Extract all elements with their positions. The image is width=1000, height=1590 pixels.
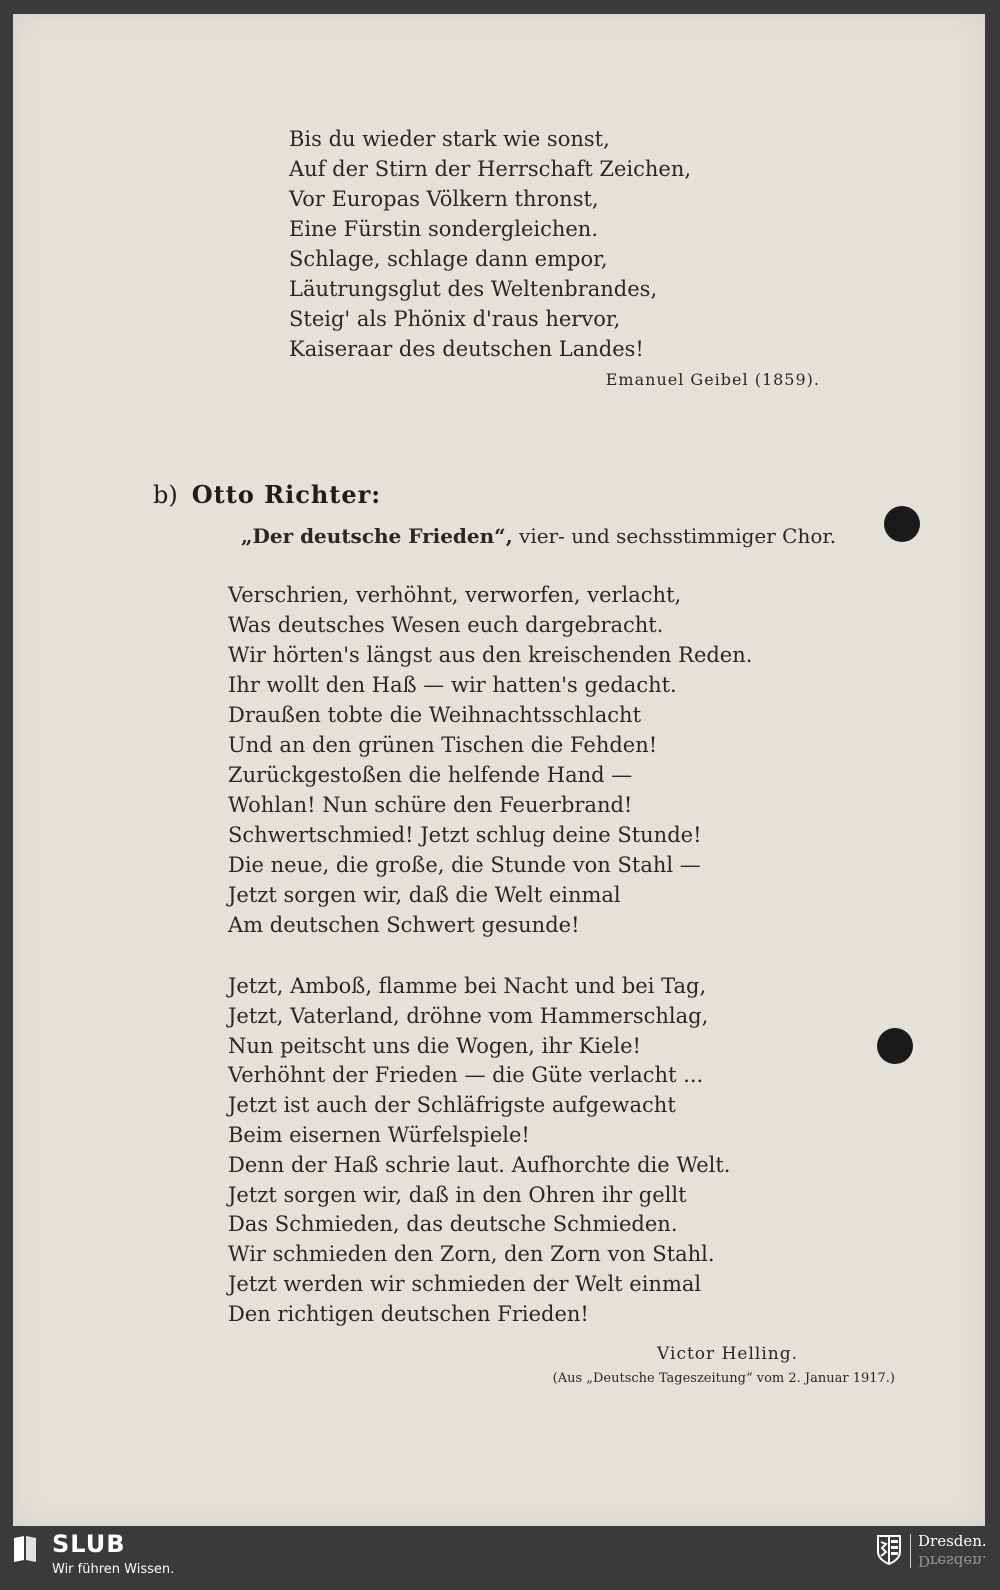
poem-line: Auf der Stirn der Herrschaft Zeichen, <box>289 157 692 181</box>
poem-line: Nun peitscht uns die Wogen, ihr Kiele! <box>228 1033 641 1058</box>
poem-line: Die neue, die große, die Stunde von Stahl — <box>228 853 701 877</box>
slub-logo-text[interactable]: SLUB <box>52 1530 126 1558</box>
poem-source-citation: (Aus „Deutsche Tageszeitung“ vom 2. Januar 1917.) <box>552 1371 895 1386</box>
poem-geibel <box>289 124 691 364</box>
poem-line: Ihr wollt den Haß — wir hatten's gedacht. <box>228 673 677 697</box>
poem-line: Draußen tobte die Weihnachtsschlacht <box>228 703 642 727</box>
work-subtitle <box>241 524 836 548</box>
dresden-logo-reflection: Dresden. <box>918 1552 987 1570</box>
poem-line: Das Schmieden, das deutsche Schmieden. <box>228 1212 678 1237</box>
poem-author-helling: Victor Helling. <box>657 1344 798 1364</box>
poem-line: Zurückgestoßen die helfende Hand — <box>228 763 633 787</box>
poem-line: Was deutsches Wesen euch dargebracht. <box>228 613 664 637</box>
slub-tagline: Wir führen Wissen. <box>52 1562 175 1577</box>
poem-line: Verschrien, verhöhnt, verworfen, verlacht, <box>228 583 682 607</box>
poem-helling-stanza-1 <box>228 580 752 940</box>
work-description: vier- und sechsstimmiger Chor. <box>512 524 837 548</box>
poem-line: Wir schmieden den Zorn, den Zorn von Stahl. <box>228 1242 715 1267</box>
work-title: „Der deutsche Frieden“, <box>241 524 513 548</box>
footer-separator <box>910 1534 911 1568</box>
poem-line: Bis du wieder stark wie sonst, <box>289 127 610 151</box>
section-marker: b) <box>153 481 178 509</box>
poem-line: Vor Europas Völkern thronst, <box>289 187 599 211</box>
poem-line: Jetzt werden wir schmieden der Welt einmal <box>228 1271 702 1296</box>
poem-line: Denn der Haß schrie laut. Aufhorchte die Welt. <box>228 1152 731 1177</box>
poem-author-geibel: Emanuel Geibel (1859). <box>605 370 820 389</box>
poem-line: Kaiseraar des deutschen Landes! <box>289 337 644 361</box>
poem-line: Steig' als Phönix d'raus hervor, <box>289 307 621 331</box>
poem-line: Wohlan! Nun schüre den Feuerbrand! <box>228 793 633 817</box>
dresden-logo-text[interactable]: Dresden. <box>918 1532 987 1550</box>
poem-line: Am deutschen Schwert gesunde! <box>228 913 580 937</box>
footer-bar <box>0 1526 1000 1590</box>
poem-line: Jetzt sorgen wir, daß in den Ohren ihr gellt <box>228 1182 687 1207</box>
poem-line: Eine Fürstin sondergleichen. <box>289 217 599 241</box>
dresden-crest-icon[interactable] <box>876 1534 902 1566</box>
poem-line: Und an den grünen Tischen die Fehden! <box>228 733 658 757</box>
document-page <box>13 14 985 1526</box>
section-heading <box>153 480 381 509</box>
poem-line: Jetzt, Amboß, flamme bei Nacht und bei Tag, <box>228 974 707 998</box>
poem-line: Jetzt ist auch der Schläfrigste aufgewacht <box>228 1093 676 1118</box>
poem-helling-stanza-2 <box>228 972 730 1330</box>
punch-hole-decoration <box>877 1028 913 1064</box>
punch-hole-decoration <box>884 506 920 542</box>
slub-book-icon[interactable] <box>12 1534 38 1564</box>
poem-line: Schlage, schlage dann empor, <box>289 247 608 271</box>
poem-line: Beim eisernen Würfelspiele! <box>228 1122 530 1147</box>
poem-line: Schwertschmied! Jetzt schlug deine Stunde! <box>228 823 702 847</box>
poem-line: Läutrungsglut des Weltenbrandes, <box>289 277 658 301</box>
poem-line: Den richtigen deutschen Frieden! <box>228 1301 589 1326</box>
poem-line: Jetzt sorgen wir, daß die Welt einmal <box>228 883 621 907</box>
poem-line: Jetzt, Vaterland, dröhne vom Hammerschlag, <box>228 1003 709 1028</box>
poem-line: Wir hörten's längst aus den kreischenden Reden. <box>228 643 753 667</box>
composer-name: Otto Richter: <box>191 480 382 509</box>
poem-line: Verhöhnt der Frieden — die Güte verlacht ... <box>228 1063 704 1088</box>
